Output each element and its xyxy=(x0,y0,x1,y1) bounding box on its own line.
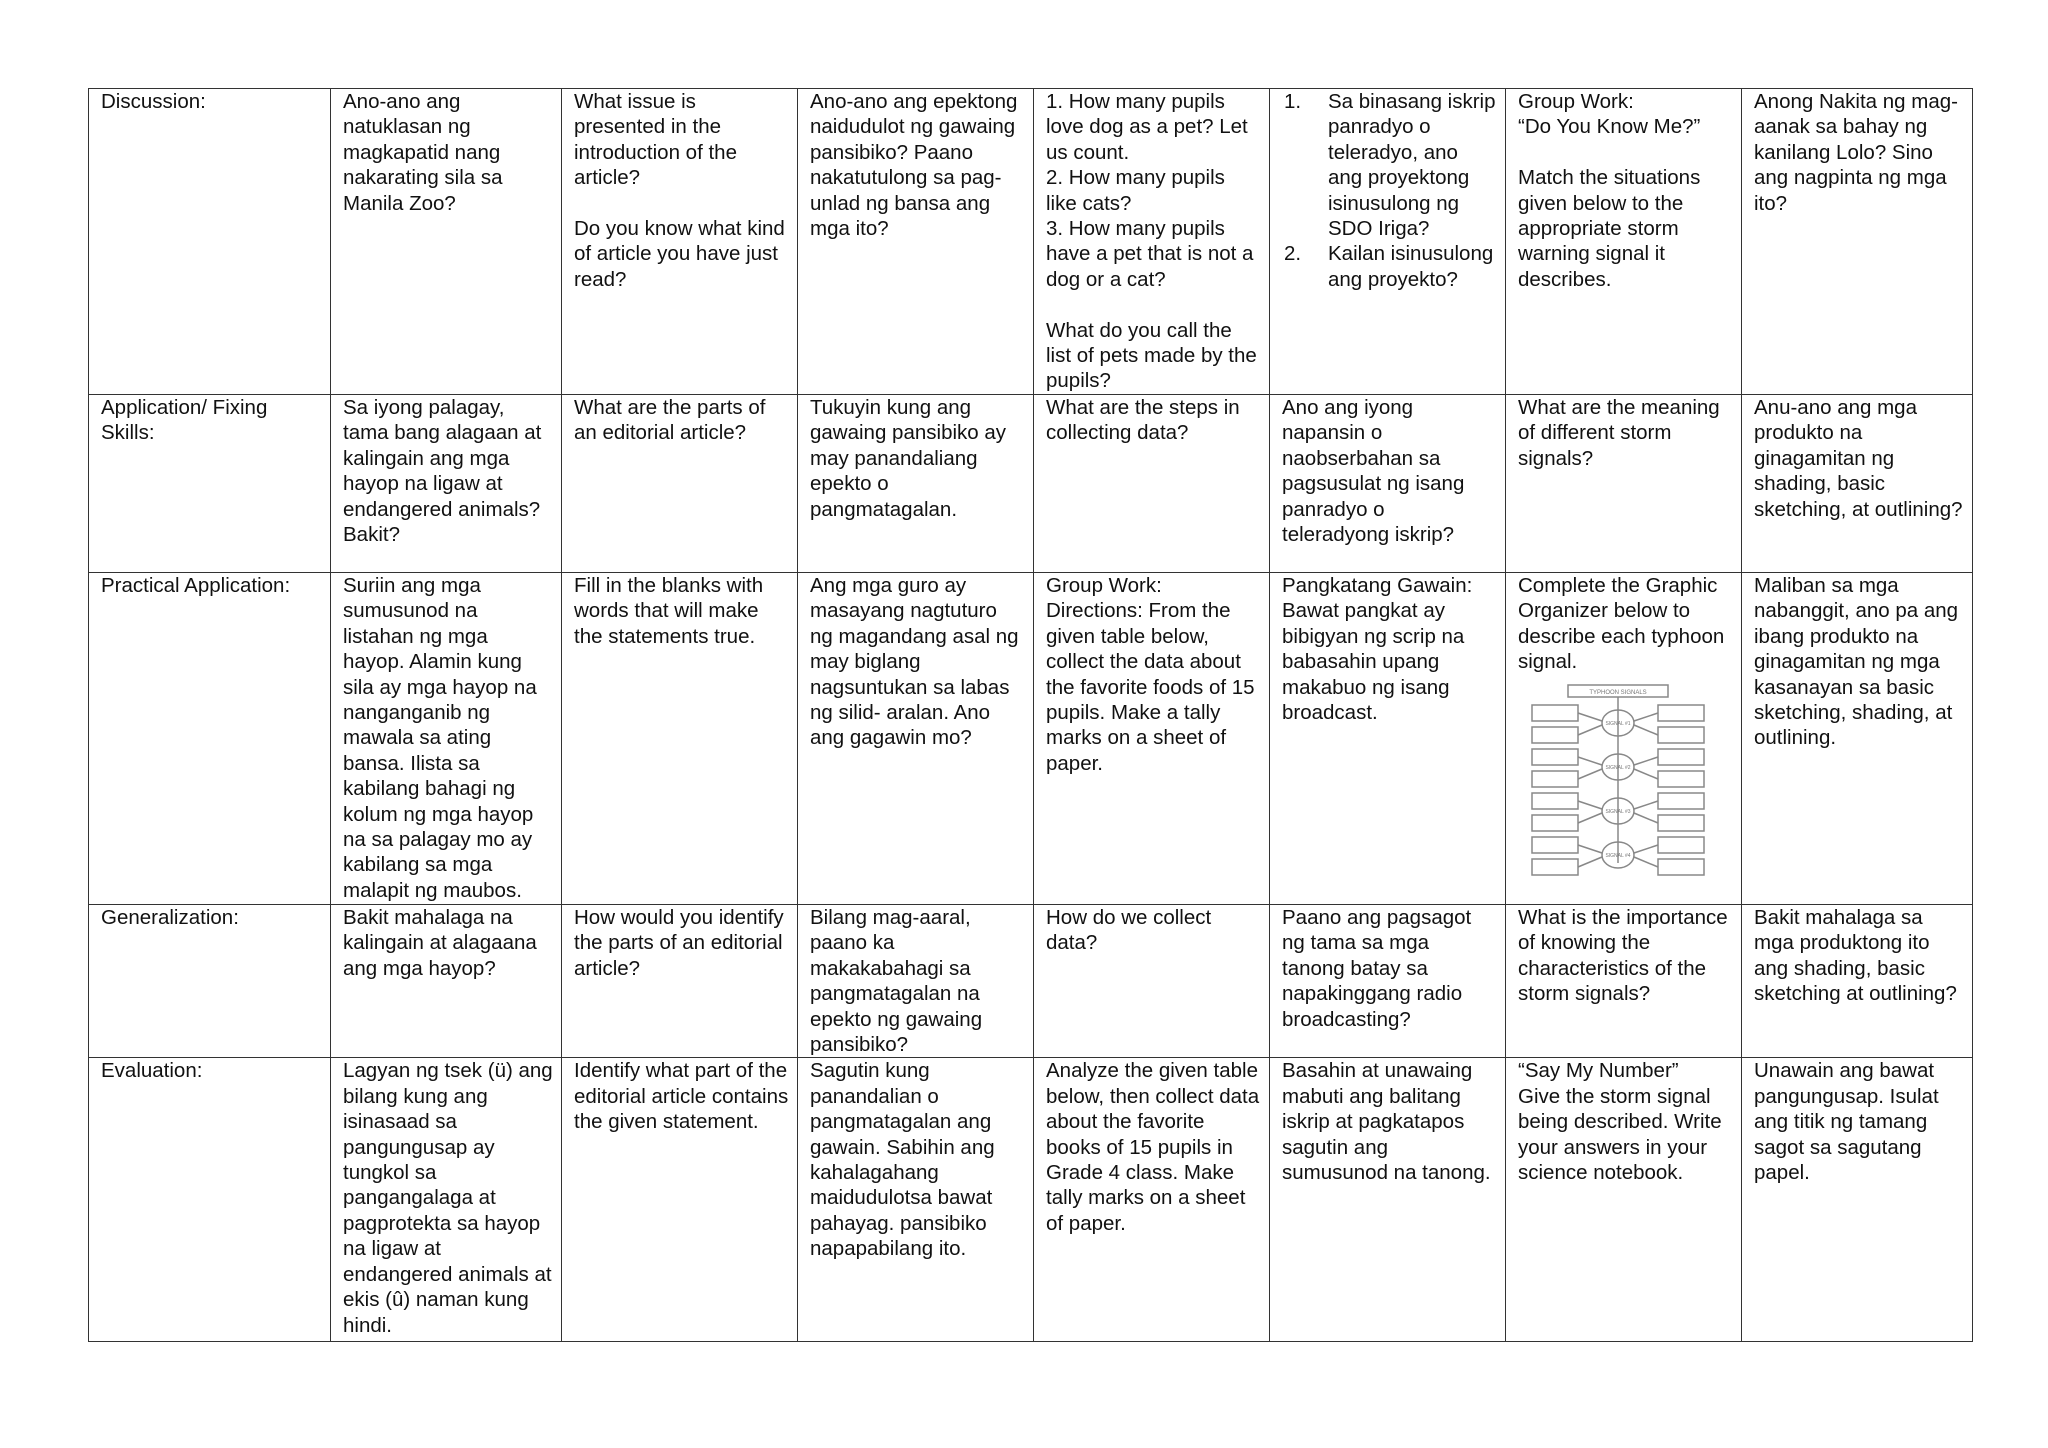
table-cell: Ano-ano ang epektong naidudulot ng gawaing pansibiko? Paano nakatutulong sa pag-unlad ng bansa ang mga ito? xyxy=(798,89,1034,395)
table-cell: “Say My Number” Give the storm signal being described. Write your answers in your science notebook. xyxy=(1506,1058,1742,1342)
row-heading: Generalization: xyxy=(89,905,331,1058)
table-cell: Lagyan ng tsek (ü) ang bilang kung ang isinasaad sa pangungusap ay tungkol sa pangangalaga at pagprotekta sa hayop na ligaw at endangered animals at ekis (û) naman kung hindi. xyxy=(331,1058,562,1342)
svg-text:SIGNAL #4: SIGNAL #4 xyxy=(1605,852,1631,859)
table-row xyxy=(89,1058,1973,1342)
table-cell xyxy=(1506,573,1742,905)
table-cell: What are the meaning of different storm signals? xyxy=(1506,395,1742,573)
table-cell: Fill in the blanks with words that will make the statements true. xyxy=(562,573,798,905)
table-cell: Group Work: “Do You Know Me?” Match the situations given below to the appropriate storm warning signal it describes. xyxy=(1506,89,1742,395)
table-cell: What is the importance of knowing the characteristics of the storm signals? xyxy=(1506,905,1742,1058)
table-row xyxy=(89,395,1973,573)
table-cell: 1. How many pupils love dog as a pet? Let us count. 2. How many pupils like cats? 3. How many pupils have a pet that is not a dog or a cat? What do you call the list of pets made by the pupils? xyxy=(1034,89,1270,395)
table-cell: Ano-ano ang natuklasan ng magkapatid nang nakarating sila sa Manila Zoo? xyxy=(331,89,562,395)
svg-text:TYPHOON SIGNALS: TYPHOON SIGNALS xyxy=(1589,689,1647,696)
table-cell: Bilang mag-aaral, paano ka makakabahagi sa pangmatagalan na epekto ng gawaing pansibiko? xyxy=(798,905,1034,1058)
table-cell: Pangkatang Gawain: Bawat pangkat ay bibigyan ng scrip na babasahin upang makabuo ng isang broadcast. xyxy=(1270,573,1506,905)
table-cell: Identify what part of the editorial article contains the given statement. xyxy=(562,1058,798,1342)
table-cell: Paano ang pagsagot ng tama sa mga tanong batay sa napakinggang radio broadcasting? xyxy=(1270,905,1506,1058)
table-cell: Tukuyin kung ang gawaing pansibiko ay may panandaliang epekto o pangmatagalan. xyxy=(798,395,1034,573)
table-cell: Group Work: Directions: From the given table below, collect the data about the favorite foods of 15 pupils. Make a tally marks on a sheet of paper. xyxy=(1034,573,1270,905)
table-row xyxy=(89,905,1973,1058)
table-cell: Anu-ano ang mga produkto na ginagamitan ng shading, basic sketching, at outlining? xyxy=(1742,395,1973,573)
table-row xyxy=(89,89,1973,395)
lesson-plan-table xyxy=(88,88,1973,1342)
table-cell: Ano ang iyong napansin o naobserbahan sa pagsusulat ng isang panradyo o teleradyong iskrip? xyxy=(1270,395,1506,573)
numbered-list xyxy=(1284,89,1497,292)
table-cell: Sa iyong palagay, tama bang alagaan at kalingain ang mga hayop na ligaw at endangered animals? Bakit? xyxy=(331,395,562,573)
table-cell: Sagutin kung panandalian o pangmatagalan ang gawain. Sabihin ang kahalagahang maidudulotsa bawat pahayag. pansibiko napapabilang ito. xyxy=(798,1058,1034,1342)
table-cell: Basahin at unawaing mabuti ang balitang iskrip at pagkatapos sagutin ang sumusunod na tanong. xyxy=(1270,1058,1506,1342)
list-item: 2. Kailan isinusulong ang proyekto? xyxy=(1284,242,1494,291)
table-cell: Bakit mahalaga sa mga produktong ito ang shading, basic sketching at outlining? xyxy=(1742,905,1973,1058)
row-heading: Application/ Fixing Skills: xyxy=(89,395,331,573)
table-cell: Ang mga guro ay masayang nagtuturo ng magandang asal ng may biglang nagsuntukan sa labas ng silid- aralan. Ano ang gagawin mo? xyxy=(798,573,1034,905)
table-cell: Anong Nakita ng mag-aanak sa bahay ng kanilang Lolo? Sino ang nagpinta ng mga ito? xyxy=(1742,89,1973,395)
cell-instructions: Complete the Graphic Organizer below to describe each typhoon signal. xyxy=(1518,574,1725,674)
svg-text:SIGNAL #1: SIGNAL #1 xyxy=(1605,720,1631,727)
table-cell: What are the parts of an editorial article? xyxy=(562,395,798,573)
table-cell: How do we collect data? xyxy=(1034,905,1270,1058)
table-cell xyxy=(1270,89,1506,395)
table-cell: How would you identify the parts of an editorial article? xyxy=(562,905,798,1058)
row-heading: Evaluation: xyxy=(89,1058,331,1342)
svg-text:SIGNAL #3: SIGNAL #3 xyxy=(1605,808,1631,815)
svg-text:SIGNAL #2: SIGNAL #2 xyxy=(1605,764,1631,771)
table-cell: Suriin ang mga sumusunod na listahan ng mga hayop. Alamin kung sila ay mga hayop na nanganganib ng mawala sa ating bansa. Ilista sa kabilang bahagi ng kolum ng mga hayop na sa palagay mo ay kabilang sa mga malapit ng maubos. xyxy=(331,573,562,905)
table-cell: Maliban sa mga nabanggit, ano pa ang ibang produkto na ginagamitan ng mga kasanayan sa basic sketching, shading, at outlining. xyxy=(1742,573,1973,905)
table-row xyxy=(89,573,1973,905)
list-item: 1. Sa binasang iskrip panradyo o teleradyo, ano ang proyektong isinusulong ng SDO Iriga? xyxy=(1284,90,1496,241)
table-cell: Bakit mahalaga na kalingain at alagaana ang mga hayop? xyxy=(331,905,562,1058)
table-cell: Unawain ang bawat pangungusap. Isulat ang titik ng tamang sagot sa sagutang papel. xyxy=(1742,1058,1973,1342)
graphic-organizer-image xyxy=(1528,683,1708,879)
table-cell: Analyze the given table below, then collect data about the favorite books of 15 pupils in Grade 4 class. Make tally marks on a sheet of paper. xyxy=(1034,1058,1270,1342)
table-cell: What issue is presented in the introduction of the article? Do you know what kind of article you have just read? xyxy=(562,89,798,395)
row-heading: Practical Application: xyxy=(89,573,331,905)
table-cell: What are the steps in collecting data? xyxy=(1034,395,1270,573)
row-heading: Discussion: xyxy=(89,89,331,395)
